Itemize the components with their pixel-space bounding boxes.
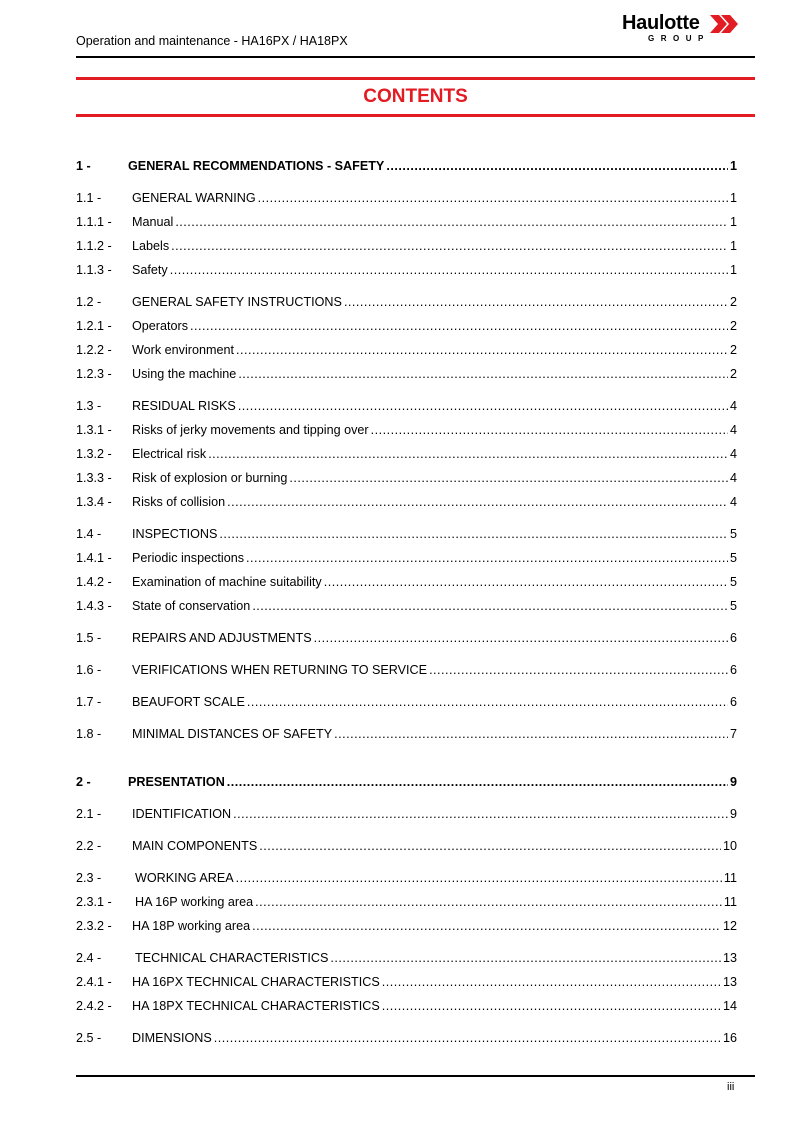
toc-entry-label: INSPECTIONS <box>132 527 218 541</box>
toc-entry-page: 4 <box>729 447 737 461</box>
toc-entry-label: Labels <box>132 239 170 253</box>
toc-dot-leader <box>330 951 721 965</box>
toc-chapter-entry[interactable] <box>76 159 737 173</box>
toc-entry-number: 1.3.4 - <box>76 495 112 509</box>
toc-entry-page: 11 <box>723 871 737 885</box>
toc-entry-page: 5 <box>729 527 737 541</box>
toc-entry-number: 2.4 - <box>76 951 102 965</box>
toc-entry-label: Using the machine <box>132 367 237 381</box>
logo-wordmark: Haulotte <box>622 12 700 34</box>
toc-entry-page: 6 <box>729 695 737 709</box>
toc-dot-leader <box>214 1031 721 1045</box>
toc-entry-label: WORKING AREA <box>135 871 234 885</box>
toc-entry[interactable] <box>76 263 737 277</box>
toc-entry[interactable] <box>76 599 737 613</box>
toc-dot-leader <box>238 399 728 413</box>
toc-entry[interactable] <box>76 807 737 821</box>
toc-entry[interactable] <box>76 895 737 909</box>
toc-entry-number: 2.4.1 - <box>76 975 112 989</box>
toc-entry-number: 2.4.2 - <box>76 999 112 1013</box>
toc-entry-page: 1 <box>729 263 737 277</box>
toc-entry[interactable] <box>76 1031 737 1045</box>
toc-entry-number: 2.5 - <box>76 1031 102 1045</box>
toc-entry-label: Risks of collision <box>132 495 226 509</box>
toc-entry-number: 1 - <box>76 159 91 173</box>
toc-entry-number: 1.8 - <box>76 727 102 741</box>
toc-entry[interactable] <box>76 495 737 509</box>
toc-entry-page: 4 <box>729 399 737 413</box>
toc-entry[interactable] <box>76 343 737 357</box>
toc-entry-number: 2.1 - <box>76 807 102 821</box>
toc-entry-label: Operators <box>132 319 188 333</box>
toc-entry-page: 12 <box>722 919 737 933</box>
toc-entry-number: 1.1.1 - <box>76 215 112 229</box>
toc-entry-number: 1.4.1 - <box>76 551 112 565</box>
toc-dot-leader <box>386 159 728 173</box>
toc-entry[interactable] <box>76 399 737 413</box>
toc-entry-label: PRESENTATION <box>128 775 225 789</box>
toc-entry[interactable] <box>76 919 737 933</box>
toc-entry-number: 1.2.1 - <box>76 319 112 333</box>
page-number: iii <box>727 1081 735 1093</box>
toc-entry-page: 14 <box>722 999 737 1013</box>
toc-dot-leader <box>429 663 728 677</box>
toc-entry-page: 1 <box>729 191 737 205</box>
toc-entry-number: 1.3.1 - <box>76 423 112 437</box>
toc-dot-leader <box>258 191 728 205</box>
table-of-contents <box>76 0 737 1122</box>
toc-entry-number: 2.2 - <box>76 839 102 853</box>
toc-chapter-entry[interactable] <box>76 775 737 789</box>
toc-dot-leader <box>371 423 728 437</box>
logo-group-text: GROUP <box>648 34 710 43</box>
toc-entry-page: 13 <box>722 975 737 989</box>
toc-dot-leader <box>236 343 728 357</box>
toc-entry-number: 1.2 - <box>76 295 102 309</box>
toc-entry-label: Manual <box>132 215 174 229</box>
toc-entry[interactable] <box>76 447 737 461</box>
toc-entry-number: 1.4.3 - <box>76 599 112 613</box>
toc-entry-page: 2 <box>729 367 737 381</box>
toc-entry-label: REPAIRS AND ADJUSTMENTS <box>132 631 312 645</box>
toc-entry-number: 1.4.2 - <box>76 575 112 589</box>
toc-entry[interactable] <box>76 215 737 229</box>
toc-entry-label: HA 16P working area <box>135 895 254 909</box>
toc-entry-number: 1.5 - <box>76 631 102 645</box>
toc-dot-leader <box>382 999 721 1013</box>
toc-entry-page: 9 <box>729 807 737 821</box>
toc-dot-leader <box>238 367 728 381</box>
toc-entry-number: 1.4 - <box>76 527 102 541</box>
toc-entry[interactable] <box>76 527 737 541</box>
toc-entry[interactable] <box>76 999 737 1013</box>
toc-entry[interactable] <box>76 951 737 965</box>
toc-entry-label: HA 18PX TECHNICAL CHARACTERISTICS <box>132 999 380 1013</box>
toc-entry-label: Safety <box>132 263 168 277</box>
toc-entry-label: HA 16PX TECHNICAL CHARACTERISTICS <box>132 975 380 989</box>
toc-entry-page: 9 <box>729 775 737 789</box>
document-title: Operation and maintenance - HA16PX / HA18PX <box>76 34 348 48</box>
toc-entry-page: 2 <box>729 343 737 357</box>
toc-dot-leader <box>247 695 728 709</box>
toc-dot-leader <box>324 575 728 589</box>
toc-entry[interactable] <box>76 295 737 309</box>
toc-entry-page: 1 <box>729 159 737 173</box>
toc-dot-leader <box>344 295 728 309</box>
toc-dot-leader <box>208 447 728 461</box>
toc-entry-page: 2 <box>729 295 737 309</box>
toc-entry[interactable] <box>76 423 737 437</box>
toc-entry-label: Risk of explosion or burning <box>132 471 288 485</box>
toc-entry-page: 6 <box>729 631 737 645</box>
toc-entry[interactable] <box>76 975 737 989</box>
toc-entry-page: 16 <box>722 1031 737 1045</box>
toc-entry[interactable] <box>76 871 737 885</box>
toc-entry-label: IDENTIFICATION <box>132 807 232 821</box>
toc-entry-page: 1 <box>729 239 737 253</box>
toc-entry-number: 1.2.3 - <box>76 367 112 381</box>
toc-entry-label: GENERAL RECOMMENDATIONS - SAFETY <box>128 159 385 173</box>
toc-entry-number: 2 - <box>76 775 91 789</box>
toc-entry-page: 10 <box>722 839 737 853</box>
toc-dot-leader <box>219 527 728 541</box>
toc-entry[interactable] <box>76 319 737 333</box>
toc-entry-number: 1.3.3 - <box>76 471 112 485</box>
toc-entry-number: 1.1.2 - <box>76 239 112 253</box>
toc-entry-number: 1.6 - <box>76 663 102 677</box>
toc-entry-label: GENERAL WARNING <box>132 191 256 205</box>
page-title: CONTENTS <box>363 86 468 107</box>
toc-entry-page: 13 <box>722 951 737 965</box>
toc-entry-page: 7 <box>729 727 737 741</box>
toc-entry-label: Risks of jerky movements and tipping over <box>132 423 369 437</box>
toc-entry-label: RESIDUAL RISKS <box>132 399 236 413</box>
toc-entry-page: 4 <box>729 471 737 485</box>
toc-entry-page: 4 <box>729 423 737 437</box>
toc-entry[interactable] <box>76 663 737 677</box>
toc-entry-number: 2.3.1 - <box>76 895 112 909</box>
toc-entry[interactable] <box>76 727 737 741</box>
toc-dot-leader <box>382 975 721 989</box>
toc-entry[interactable] <box>76 695 737 709</box>
toc-entry-label: MAIN COMPONENTS <box>132 839 258 853</box>
toc-dot-leader <box>246 551 728 565</box>
toc-entry-label: MINIMAL DISTANCES OF SAFETY <box>132 727 333 741</box>
toc-entry[interactable] <box>76 191 737 205</box>
toc-entry-number: 1.1 - <box>76 191 102 205</box>
toc-entry[interactable] <box>76 471 737 485</box>
toc-entry[interactable] <box>76 551 737 565</box>
toc-entry-page: 5 <box>729 599 737 613</box>
toc-dot-leader <box>314 631 728 645</box>
toc-entry-label: BEAUFORT SCALE <box>132 695 245 709</box>
toc-entry-number: 1.1.3 - <box>76 263 112 277</box>
toc-dot-leader <box>259 839 721 853</box>
toc-entry-label: DIMENSIONS <box>132 1031 212 1045</box>
toc-entry-page: 5 <box>729 575 737 589</box>
toc-dot-leader <box>227 775 728 789</box>
toc-entry-number: 1.3.2 - <box>76 447 112 461</box>
toc-dot-leader <box>170 263 728 277</box>
toc-entry[interactable] <box>76 631 737 645</box>
toc-entry-label: VERIFICATIONS WHEN RETURNING TO SERVICE <box>132 663 428 677</box>
toc-entry-label: State of conservation <box>132 599 251 613</box>
toc-entry-page: 2 <box>729 319 737 333</box>
toc-dot-leader <box>255 895 722 909</box>
toc-dot-leader <box>190 319 728 333</box>
toc-dot-leader <box>227 495 728 509</box>
toc-entry-number: 2.3 - <box>76 871 102 885</box>
toc-entry-label: Examination of machine suitability <box>132 575 322 589</box>
toc-dot-leader <box>334 727 728 741</box>
toc-dot-leader <box>252 599 728 613</box>
toc-entry-label: HA 18P working area <box>132 919 251 933</box>
footer-rule <box>76 1075 755 1077</box>
toc-entry-page: 4 <box>729 495 737 509</box>
toc-entry[interactable] <box>76 367 737 381</box>
toc-entry-page: 11 <box>723 895 737 909</box>
toc-entry-label: Electrical risk <box>132 447 207 461</box>
toc-entry[interactable] <box>76 839 737 853</box>
toc-entry-page: 6 <box>729 663 737 677</box>
toc-dot-leader <box>289 471 728 485</box>
toc-entry[interactable] <box>76 575 737 589</box>
toc-entry-number: 2.3.2 - <box>76 919 112 933</box>
toc-entry-label: GENERAL SAFETY INSTRUCTIONS <box>132 295 342 309</box>
toc-entry-page: 5 <box>729 551 737 565</box>
toc-entry[interactable] <box>76 239 737 253</box>
toc-entry-number: 1.7 - <box>76 695 102 709</box>
toc-entry-label: Periodic inspections <box>132 551 245 565</box>
toc-dot-leader <box>171 239 728 253</box>
toc-dot-leader <box>233 807 728 821</box>
toc-dot-leader <box>252 919 721 933</box>
toc-entry-label: TECHNICAL CHARACTERISTICS <box>135 951 329 965</box>
toc-entry-label: Work environment <box>132 343 234 357</box>
toc-entry-number: 1.2.2 - <box>76 343 112 357</box>
toc-entry-page: 1 <box>729 215 737 229</box>
toc-dot-leader <box>175 215 728 229</box>
toc-entry-number: 1.3 - <box>76 399 102 413</box>
toc-dot-leader <box>236 871 722 885</box>
